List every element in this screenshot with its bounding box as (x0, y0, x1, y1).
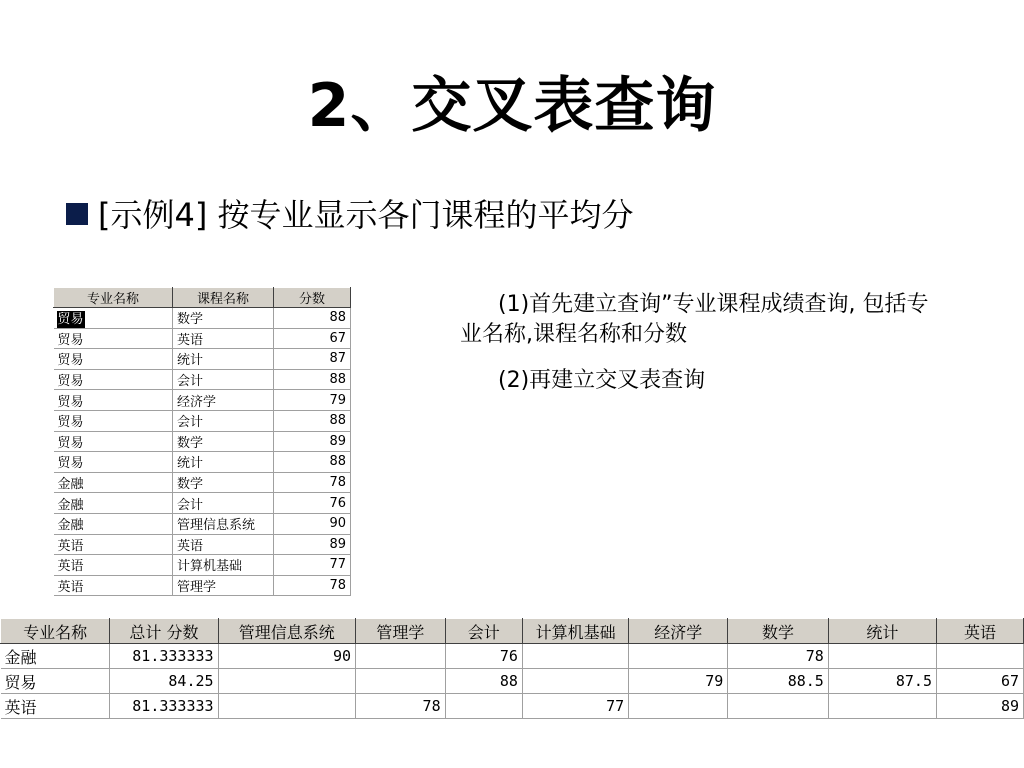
query-cell[interactable] (173, 452, 274, 473)
query-cell-text: 英语 (57, 580, 84, 596)
query-cell[interactable] (173, 493, 274, 514)
notes-block (460, 290, 930, 396)
crosstab-cell[interactable]: 88.5 (728, 669, 829, 694)
crosstab-cell[interactable] (728, 694, 829, 719)
query-cell-text: 数学 (177, 312, 204, 328)
query-cell[interactable] (54, 575, 173, 596)
query-cell[interactable] (274, 534, 351, 555)
query-cell-text: 88 (329, 454, 346, 470)
query-cell[interactable] (173, 575, 274, 596)
crosstab-cell[interactable]: 87.5 (828, 669, 936, 694)
query-cell-text: 贸易 (57, 374, 84, 390)
query-cell[interactable] (54, 390, 173, 411)
query-cell[interactable] (173, 349, 274, 370)
query-cell[interactable] (54, 410, 173, 431)
query-cell-text: 金融 (57, 518, 84, 534)
query-cell[interactable] (274, 431, 351, 452)
query-cell-text: 79 (329, 392, 346, 408)
crosstab-column-header[interactable]: 英语 (936, 619, 1023, 644)
query-cell[interactable] (274, 369, 351, 390)
query-cell[interactable] (274, 452, 351, 473)
query-cell[interactable] (173, 431, 274, 452)
query-cell-text: 数学 (177, 435, 204, 451)
query-cell[interactable] (173, 308, 274, 329)
query-row[interactable] (54, 493, 351, 514)
query-cell[interactable] (173, 369, 274, 390)
query-cell[interactable] (274, 390, 351, 411)
query-cell-text: 金融 (57, 497, 84, 513)
query-cell-text: 78 (329, 475, 346, 491)
query-cell-text: 88 (329, 372, 346, 388)
query-row[interactable] (54, 390, 351, 411)
query-cell-text: 数学 (177, 477, 204, 493)
crosstab-column-header[interactable]: 管理信息系统 (218, 619, 356, 644)
query-cell-text: 经济学 (177, 394, 217, 410)
crosstab-cell[interactable]: 84.25 (110, 669, 218, 694)
crosstab-cell[interactable] (522, 644, 628, 669)
query-datasheet[interactable] (53, 287, 351, 596)
query-column-header[interactable]: 课程名称 (173, 288, 274, 308)
query-cell-text: 英语 (57, 559, 84, 575)
query-cell-text: 会计 (177, 374, 204, 390)
query-cell[interactable] (274, 575, 351, 596)
bullet-text: [示例4] 按专业显示各门课程的平均分 (98, 196, 634, 234)
crosstab-column-header[interactable]: 总计 分数 (110, 619, 218, 644)
query-cell-text: 计算机基础 (177, 559, 243, 575)
query-row[interactable] (54, 349, 351, 370)
query-cell-text: 76 (329, 495, 346, 511)
crosstab-column-header[interactable]: 专业名称 (1, 619, 110, 644)
crosstab-cell[interactable] (629, 644, 728, 669)
query-column-header[interactable]: 分数 (274, 288, 351, 308)
query-cell-text: 会计 (177, 497, 204, 513)
query-cell-text: 贸易 (57, 435, 84, 451)
query-cell[interactable] (54, 369, 173, 390)
crosstab-row[interactable] (1, 644, 1024, 669)
query-cell[interactable] (173, 410, 274, 431)
query-cell-text: 88 (329, 310, 346, 326)
query-cell[interactable] (173, 513, 274, 534)
crosstab-cell[interactable]: 78 (728, 644, 829, 669)
query-cell-text: 88 (329, 413, 346, 429)
crosstab-cell[interactable]: 88 (445, 669, 522, 694)
query-cell-text: 英语 (57, 538, 84, 554)
query-cell-text: 管理信息系统 (177, 518, 256, 534)
crosstab-cell[interactable] (828, 694, 936, 719)
crosstab-column-header[interactable]: 会计 (445, 619, 522, 644)
query-cell[interactable] (54, 493, 173, 514)
query-cell[interactable] (274, 513, 351, 534)
crosstab-cell[interactable] (218, 694, 356, 719)
query-cell-text: 英语 (177, 332, 204, 348)
crosstab-cell[interactable]: 金融 (1, 644, 110, 669)
bullet-example (66, 190, 634, 236)
query-cell-text: 78 (329, 578, 346, 594)
query-cell[interactable] (274, 308, 351, 329)
query-cell[interactable] (274, 349, 351, 370)
crosstab-row[interactable] (1, 694, 1024, 719)
query-cell-text: 会计 (177, 415, 204, 431)
query-cell[interactable] (173, 534, 274, 555)
query-cell-text: 统计 (177, 456, 204, 472)
query-row[interactable] (54, 555, 351, 576)
query-cell[interactable] (274, 328, 351, 349)
query-cell[interactable] (173, 555, 274, 576)
query-cell[interactable] (54, 349, 173, 370)
crosstab-cell[interactable]: 76 (445, 644, 522, 669)
query-row[interactable] (54, 452, 351, 473)
crosstab-column-header[interactable]: 管理学 (356, 619, 446, 644)
query-row[interactable] (54, 431, 351, 452)
bullet-square-icon (66, 203, 88, 225)
crosstab-cell[interactable]: 78 (356, 694, 446, 719)
query-row[interactable] (54, 472, 351, 493)
query-cell-text: 英语 (177, 538, 204, 554)
query-cell[interactable] (274, 472, 351, 493)
crosstab-column-header[interactable]: 统计 (828, 619, 936, 644)
crosstab-cell[interactable]: 81.333333 (110, 644, 218, 669)
crosstab-cell[interactable] (828, 644, 936, 669)
crosstab-cell[interactable]: 贸易 (1, 669, 110, 694)
query-row[interactable] (54, 513, 351, 534)
query-cell-text: 90 (329, 516, 346, 532)
note-step-2: (2)再建立交叉表查询 (498, 368, 706, 393)
query-cell-text: 贸易 (57, 332, 84, 348)
slide-title: 2、交叉表查询 (307, 71, 717, 141)
query-cell[interactable] (54, 452, 173, 473)
crosstab-column-header[interactable]: 数学 (728, 619, 829, 644)
query-cell[interactable] (54, 513, 173, 534)
query-cell-text: 贸易 (57, 415, 84, 431)
crosstab-datasheet[interactable] (0, 618, 1024, 719)
crosstab-column-header[interactable]: 计算机基础 (522, 619, 628, 644)
query-row[interactable] (54, 369, 351, 390)
query-cell-text: 贸易 (57, 394, 84, 410)
crosstab-cell[interactable]: 77 (522, 694, 628, 719)
crosstab-cell[interactable]: 67 (936, 669, 1023, 694)
query-cell-text: 贸易 (57, 353, 84, 369)
query-cell-text: 89 (329, 536, 346, 552)
crosstab-cell[interactable] (445, 694, 522, 719)
query-header-row (54, 288, 351, 308)
query-cell[interactable] (173, 390, 274, 411)
crosstab-cell[interactable]: 89 (936, 694, 1023, 719)
query-cell[interactable] (274, 555, 351, 576)
query-cell[interactable] (173, 328, 274, 349)
crosstab-cell[interactable]: 81.333333 (110, 694, 218, 719)
query-cell[interactable] (54, 328, 173, 349)
crosstab-cell[interactable] (356, 669, 446, 694)
crosstab-cell[interactable] (218, 669, 356, 694)
query-row[interactable] (54, 328, 351, 349)
query-row[interactable] (54, 308, 351, 329)
query-cell[interactable] (54, 472, 173, 493)
query-cell-text: 统计 (177, 353, 204, 369)
query-cell[interactable] (54, 534, 173, 555)
crosstab-row[interactable] (1, 669, 1024, 694)
query-cell[interactable] (274, 493, 351, 514)
crosstab-cell[interactable] (356, 644, 446, 669)
crosstab-cell[interactable] (522, 669, 628, 694)
query-row[interactable] (54, 534, 351, 555)
query-cell-text: 67 (329, 330, 346, 346)
query-row[interactable] (54, 575, 351, 596)
query-cell-text: 89 (329, 433, 346, 449)
crosstab-header-row (1, 619, 1024, 644)
query-cell-text: 金融 (57, 477, 84, 493)
query-column-header[interactable]: 专业名称 (54, 288, 173, 308)
query-cell[interactable] (274, 410, 351, 431)
query-cell[interactable] (54, 308, 173, 329)
crosstab-cell[interactable]: 英语 (1, 694, 110, 719)
query-cell-text: 贸易 (57, 312, 84, 328)
crosstab-cell[interactable] (629, 694, 728, 719)
query-cell-text: 贸易 (57, 456, 84, 472)
note-step-1: (1)首先建立查询”专业课程成绩查询, 包括专业名称,课程名称和分数 (460, 292, 929, 347)
query-row[interactable] (54, 410, 351, 431)
crosstab-cell[interactable]: 90 (218, 644, 356, 669)
query-cell-text: 管理学 (177, 580, 217, 596)
crosstab-cell[interactable] (936, 644, 1023, 669)
query-cell-text: 77 (329, 557, 346, 573)
query-cell-text: 87 (329, 351, 346, 367)
crosstab-column-header[interactable]: 经济学 (629, 619, 728, 644)
crosstab-cell[interactable]: 79 (629, 669, 728, 694)
query-cell[interactable] (173, 472, 274, 493)
query-cell[interactable] (54, 555, 173, 576)
query-cell[interactable] (54, 431, 173, 452)
